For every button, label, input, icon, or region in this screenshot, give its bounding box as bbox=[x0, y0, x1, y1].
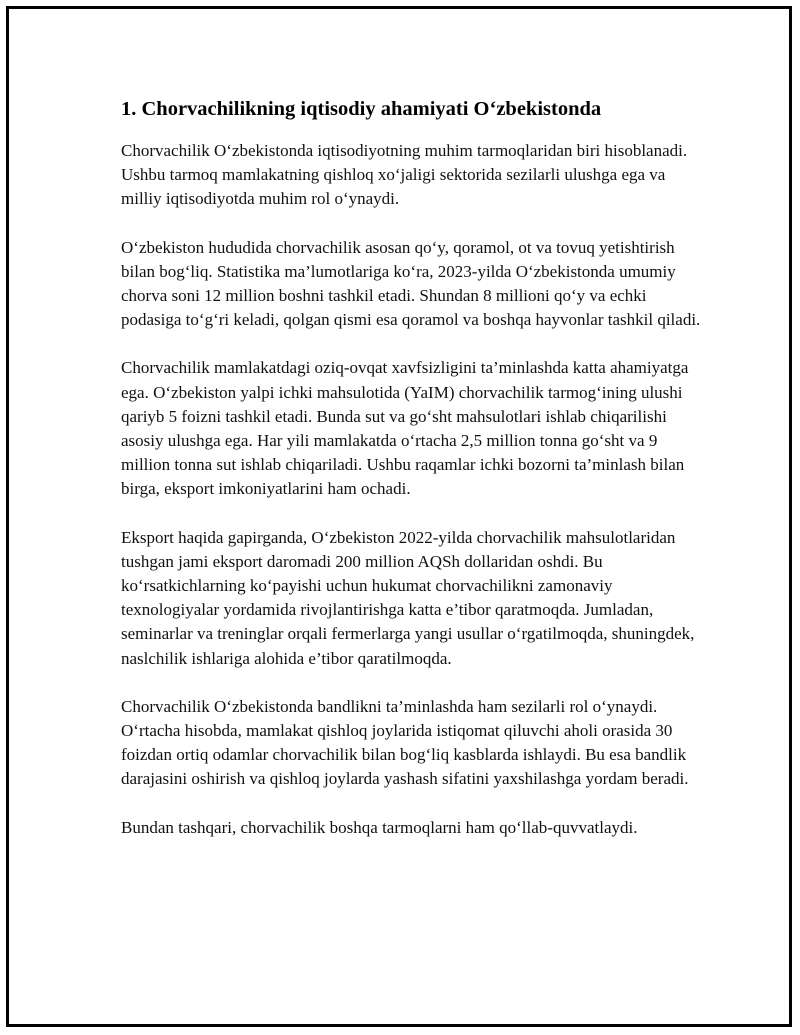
paragraph-livestock-count: O‘zbekiston hududida chorvachilik asosan qo‘y, qoramol, ot va tovuq yetishtirish bilan bog‘liq. Statistika ma’lumotlariga ko‘ra, 2023-yilda O‘zbekistonda umumiy chorva soni 12 million boshni tashkil etadi. Shundan 8 millioni qo‘y va echki podasiga to‘g‘ri keladi, qolgan qismi esa qoramol va boshqa hayvonlar tashkil qiladi. bbox=[121, 237, 701, 330]
paragraph-export: Eksport haqida gapirganda, O‘zbekiston 2022-yilda chorvachilik mahsulotlaridan tushgan jami eksport daromadi 200 million AQSh dollaridan oshdi. Bu ko‘rsatkichlarning ko‘payishi uchun hukumat chorvachilikni zamonaviy texnologiyalar yordamida rivojlantirishga katta e’tibor qaratmoqda. Jumladan, seminarlar va treninglar orqali fermerlarga yangi usullar o‘rgatilmoqda, shuningdek, naslchilik ishlariga alohida e’tibor qaratilmoqda. bbox=[121, 527, 695, 668]
page-frame bbox=[6, 6, 792, 1027]
paragraph-food-security: Chorvachilik mamlakatdagi oziq-ovqat xavfsizligini ta’minlashda katta ahamiyatga ega. O‘zbekiston yalpi ichki mahsulotida (YaIM) chorvachilik tarmog‘ining ulushi qariyb 5 foizni tashkil etadi. Bunda sut va go‘sht mahsulotlari ishlab chiqarilishi asosiy ulushga ega. Har yili mamlakatda o‘rtacha 2,5 million tonna go‘sht va 9 million tonna sut ishlab chiqariladi. Ushbu raqamlar ichki bozorni ta’minlash bilan birga, eksport imkoniyatlarini ham ochadi. bbox=[121, 358, 689, 499]
document-body bbox=[121, 95, 701, 840]
document-title: 1. Chorvachilikning iqtisodiy ahamiyati O‘zbekistonda bbox=[121, 98, 602, 120]
paragraph-overview: Chorvachilik O‘zbekistonda iqtisodiyotning muhim tarmoqlaridan biri hisoblanadi. Ushbu tarmoq mamlakatning qishloq xo‘jaligi sektorida sezilarli ulushga ega va milliy iqtisodiyotda muhim rol o‘ynaydi. bbox=[121, 141, 688, 209]
paragraph-employment: Chorvachilik O‘zbekistonda bandlikni ta’minlashda ham sezilarli rol o‘ynaydi. O‘rtacha hisobda, mamlakat qishloq joylarida istiqomat qiluvchi aholi orasida 30 foizdan ortiq odamlar chorvachilik bilan bog‘liq kasblarda ishlaydi. Bu esa bandlik darajasini oshirish va qishloq joylarda yashash sifatini yaxshilashga yordam beradi. bbox=[121, 696, 689, 789]
paragraph-other-sectors: Bundan tashqari, chorvachilik boshqa tarmoqlarni ham qo‘llab-quvvatlaydi. bbox=[121, 817, 638, 837]
